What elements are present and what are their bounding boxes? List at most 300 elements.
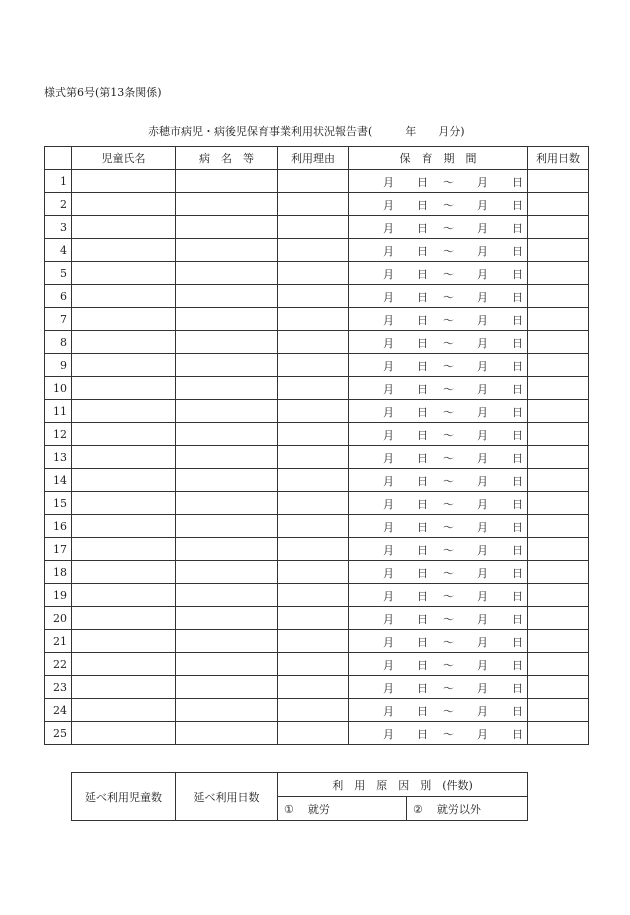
usage-days-cell[interactable] bbox=[528, 584, 589, 607]
start-day-label: 日 bbox=[417, 406, 428, 419]
start-month-label: 月 bbox=[383, 682, 394, 695]
child-name-cell[interactable] bbox=[72, 515, 176, 538]
reason-work-cell[interactable] bbox=[278, 797, 407, 821]
end-day-label: 日 bbox=[512, 291, 523, 304]
illness-cell[interactable] bbox=[176, 584, 278, 607]
table-row bbox=[45, 469, 589, 492]
reason-cell[interactable] bbox=[278, 561, 349, 584]
row-number: 25 bbox=[45, 722, 72, 745]
care-period-cell[interactable] bbox=[349, 308, 528, 331]
start-month-label: 月 bbox=[383, 452, 394, 465]
illness-cell[interactable] bbox=[176, 331, 278, 354]
header-care-period: 保 育 期 間 bbox=[349, 147, 528, 170]
end-day-label: 日 bbox=[512, 222, 523, 235]
table-row bbox=[45, 561, 589, 584]
row-number: 5 bbox=[45, 262, 72, 285]
end-day-label: 日 bbox=[512, 682, 523, 695]
care-period-cell[interactable] bbox=[349, 193, 528, 216]
end-day-label: 日 bbox=[512, 521, 523, 534]
row-number: 1 bbox=[45, 170, 72, 193]
start-month-label: 月 bbox=[383, 521, 394, 534]
reason-cell[interactable] bbox=[278, 676, 349, 699]
start-month-label: 月 bbox=[383, 567, 394, 580]
usage-days-cell[interactable] bbox=[528, 354, 589, 377]
tilde-label: 〜 bbox=[443, 291, 454, 304]
tilde-label: 〜 bbox=[443, 636, 454, 649]
start-day-label: 日 bbox=[417, 567, 428, 580]
table-row bbox=[45, 584, 589, 607]
start-month-label: 月 bbox=[383, 705, 394, 718]
start-day-label: 日 bbox=[417, 498, 428, 511]
reason-cell[interactable] bbox=[278, 653, 349, 676]
start-day-label: 日 bbox=[417, 613, 428, 626]
row-number: 3 bbox=[45, 216, 72, 239]
usage-days-cell[interactable] bbox=[528, 400, 589, 423]
row-number: 20 bbox=[45, 607, 72, 630]
row-number: 17 bbox=[45, 538, 72, 561]
reason-cell[interactable] bbox=[278, 262, 349, 285]
usage-days-cell[interactable] bbox=[528, 262, 589, 285]
illness-cell[interactable] bbox=[176, 607, 278, 630]
tilde-label: 〜 bbox=[443, 245, 454, 258]
illness-cell[interactable] bbox=[176, 308, 278, 331]
table-row bbox=[45, 515, 589, 538]
row-number: 6 bbox=[45, 285, 72, 308]
end-day-label: 日 bbox=[512, 659, 523, 672]
table-row bbox=[45, 699, 589, 722]
end-day-label: 日 bbox=[512, 268, 523, 281]
illness-cell[interactable] bbox=[176, 193, 278, 216]
end-day-label: 日 bbox=[512, 567, 523, 580]
usage-days-cell[interactable] bbox=[528, 239, 589, 262]
tilde-label: 〜 bbox=[443, 613, 454, 626]
reason-cell[interactable] bbox=[278, 239, 349, 262]
illness-cell[interactable] bbox=[176, 538, 278, 561]
start-month-label: 月 bbox=[383, 659, 394, 672]
end-month-label: 月 bbox=[477, 383, 488, 396]
table-row bbox=[45, 653, 589, 676]
end-day-label: 日 bbox=[512, 613, 523, 626]
usage-days-cell[interactable] bbox=[528, 538, 589, 561]
tilde-label: 〜 bbox=[443, 475, 454, 488]
reason-cell[interactable] bbox=[278, 400, 349, 423]
table-row bbox=[45, 193, 589, 216]
tilde-label: 〜 bbox=[443, 544, 454, 557]
table-row bbox=[45, 492, 589, 515]
child-name-cell[interactable] bbox=[72, 239, 176, 262]
table-header-row bbox=[45, 147, 589, 170]
end-month-label: 月 bbox=[477, 199, 488, 212]
reason-cell[interactable] bbox=[278, 308, 349, 331]
header-reason: 利用理由 bbox=[278, 147, 349, 170]
care-period-cell[interactable] bbox=[349, 607, 528, 630]
end-month-label: 月 bbox=[477, 314, 488, 327]
start-month-label: 月 bbox=[383, 199, 394, 212]
tilde-label: 〜 bbox=[443, 360, 454, 373]
tilde-label: 〜 bbox=[443, 314, 454, 327]
header-usage-reason-count: 利 用 原 因 別 (件数) bbox=[278, 773, 528, 797]
tilde-label: 〜 bbox=[443, 383, 454, 396]
row-number: 11 bbox=[45, 400, 72, 423]
tilde-label: 〜 bbox=[443, 521, 454, 534]
reason-cell[interactable] bbox=[278, 423, 349, 446]
end-month-label: 月 bbox=[477, 613, 488, 626]
child-name-cell[interactable] bbox=[72, 630, 176, 653]
reason-cell[interactable] bbox=[278, 699, 349, 722]
care-period-cell[interactable] bbox=[349, 285, 528, 308]
start-month-label: 月 bbox=[383, 176, 394, 189]
end-month-label: 月 bbox=[477, 406, 488, 419]
row-number: 13 bbox=[45, 446, 72, 469]
row-number: 14 bbox=[45, 469, 72, 492]
end-day-label: 日 bbox=[512, 452, 523, 465]
start-month-label: 月 bbox=[383, 590, 394, 603]
illness-cell[interactable] bbox=[176, 676, 278, 699]
start-day-label: 日 bbox=[417, 636, 428, 649]
end-month-label: 月 bbox=[477, 245, 488, 258]
reason-cell[interactable] bbox=[278, 193, 349, 216]
usage-days-cell[interactable] bbox=[528, 446, 589, 469]
child-name-cell[interactable] bbox=[72, 699, 176, 722]
care-period-cell[interactable] bbox=[349, 469, 528, 492]
tilde-label: 〜 bbox=[443, 176, 454, 189]
start-day-label: 日 bbox=[417, 429, 428, 442]
child-name-cell[interactable] bbox=[72, 469, 176, 492]
reason-cell[interactable] bbox=[278, 285, 349, 308]
care-period-cell[interactable] bbox=[349, 722, 528, 745]
child-name-cell[interactable] bbox=[72, 584, 176, 607]
child-name-cell[interactable] bbox=[72, 354, 176, 377]
start-day-label: 日 bbox=[417, 268, 428, 281]
reason-cell[interactable] bbox=[278, 354, 349, 377]
usage-days-cell[interactable] bbox=[528, 722, 589, 745]
care-period-cell[interactable] bbox=[349, 492, 528, 515]
tilde-label: 〜 bbox=[443, 406, 454, 419]
end-day-label: 日 bbox=[512, 636, 523, 649]
usage-days-cell[interactable] bbox=[528, 561, 589, 584]
row-number: 4 bbox=[45, 239, 72, 262]
reason-cell[interactable] bbox=[278, 492, 349, 515]
child-name-cell[interactable] bbox=[72, 492, 176, 515]
table-row bbox=[45, 722, 589, 745]
usage-days-cell[interactable] bbox=[528, 423, 589, 446]
table-row bbox=[45, 239, 589, 262]
summary-header-row bbox=[72, 773, 528, 797]
illness-cell[interactable] bbox=[176, 423, 278, 446]
start-month-label: 月 bbox=[383, 475, 394, 488]
usage-days-cell[interactable] bbox=[528, 308, 589, 331]
end-month-label: 月 bbox=[477, 728, 488, 741]
child-name-cell[interactable] bbox=[72, 400, 176, 423]
start-day-label: 日 bbox=[417, 199, 428, 212]
usage-days-cell[interactable] bbox=[528, 170, 589, 193]
care-period-cell[interactable] bbox=[349, 239, 528, 262]
tilde-label: 〜 bbox=[443, 498, 454, 511]
care-period-cell[interactable] bbox=[349, 653, 528, 676]
child-name-cell[interactable] bbox=[72, 653, 176, 676]
usage-days-cell[interactable] bbox=[528, 331, 589, 354]
care-period-cell[interactable] bbox=[349, 446, 528, 469]
start-day-label: 日 bbox=[417, 176, 428, 189]
reason-cell[interactable] bbox=[278, 331, 349, 354]
start-day-label: 日 bbox=[417, 705, 428, 718]
start-month-label: 月 bbox=[383, 728, 394, 741]
tilde-label: 〜 bbox=[443, 682, 454, 695]
care-period-cell[interactable] bbox=[349, 377, 528, 400]
row-number: 24 bbox=[45, 699, 72, 722]
end-day-label: 日 bbox=[512, 245, 523, 258]
reason-cell[interactable] bbox=[278, 538, 349, 561]
reason-cell[interactable] bbox=[278, 216, 349, 239]
end-month-label: 月 bbox=[477, 498, 488, 511]
care-period-cell[interactable] bbox=[349, 262, 528, 285]
header-total-children: 延べ利用児童数 bbox=[72, 773, 176, 821]
start-month-label: 月 bbox=[383, 429, 394, 442]
reason-cell[interactable] bbox=[278, 377, 349, 400]
illness-cell[interactable] bbox=[176, 446, 278, 469]
reason-cell[interactable] bbox=[278, 515, 349, 538]
table-row bbox=[45, 676, 589, 699]
child-name-cell[interactable] bbox=[72, 308, 176, 331]
child-name-cell[interactable] bbox=[72, 377, 176, 400]
child-name-cell[interactable] bbox=[72, 446, 176, 469]
row-number: 12 bbox=[45, 423, 72, 446]
start-day-label: 日 bbox=[417, 291, 428, 304]
usage-days-cell[interactable] bbox=[528, 377, 589, 400]
reason-work-mark: ① bbox=[284, 802, 294, 816]
usage-days-cell[interactable] bbox=[528, 630, 589, 653]
start-month-label: 月 bbox=[383, 613, 394, 626]
end-day-label: 日 bbox=[512, 406, 523, 419]
table-row bbox=[45, 446, 589, 469]
end-day-label: 日 bbox=[512, 705, 523, 718]
illness-cell[interactable] bbox=[176, 653, 278, 676]
end-month-label: 月 bbox=[477, 705, 488, 718]
care-period-cell[interactable] bbox=[349, 538, 528, 561]
child-name-cell[interactable] bbox=[72, 607, 176, 630]
row-number: 18 bbox=[45, 561, 72, 584]
reason-cell[interactable] bbox=[278, 584, 349, 607]
tilde-label: 〜 bbox=[443, 590, 454, 603]
illness-cell[interactable] bbox=[176, 377, 278, 400]
table-row bbox=[45, 423, 589, 446]
start-month-label: 月 bbox=[383, 222, 394, 235]
child-name-cell[interactable] bbox=[72, 262, 176, 285]
header-days: 利用日数 bbox=[528, 147, 589, 170]
reason-cell[interactable] bbox=[278, 722, 349, 745]
usage-days-cell[interactable] bbox=[528, 492, 589, 515]
care-period-cell[interactable] bbox=[349, 354, 528, 377]
start-day-label: 日 bbox=[417, 383, 428, 396]
tilde-label: 〜 bbox=[443, 728, 454, 741]
usage-days-cell[interactable] bbox=[528, 653, 589, 676]
end-day-label: 日 bbox=[512, 544, 523, 557]
care-period-cell[interactable] bbox=[349, 331, 528, 354]
reason-work-label: 就労 bbox=[307, 802, 330, 816]
tilde-label: 〜 bbox=[443, 452, 454, 465]
reason-cell[interactable] bbox=[278, 630, 349, 653]
reason-cell[interactable] bbox=[278, 170, 349, 193]
end-day-label: 日 bbox=[512, 498, 523, 511]
child-name-cell[interactable] bbox=[72, 331, 176, 354]
care-period-cell[interactable] bbox=[349, 170, 528, 193]
start-day-label: 日 bbox=[417, 222, 428, 235]
table-row bbox=[45, 216, 589, 239]
table-row bbox=[45, 538, 589, 561]
row-number: 16 bbox=[45, 515, 72, 538]
start-month-label: 月 bbox=[383, 314, 394, 327]
care-period-cell[interactable] bbox=[349, 423, 528, 446]
end-day-label: 日 bbox=[512, 429, 523, 442]
child-name-cell[interactable] bbox=[72, 538, 176, 561]
care-period-cell[interactable] bbox=[349, 515, 528, 538]
illness-cell[interactable] bbox=[176, 469, 278, 492]
care-period-cell[interactable] bbox=[349, 699, 528, 722]
usage-days-cell[interactable] bbox=[528, 607, 589, 630]
child-name-cell[interactable] bbox=[72, 193, 176, 216]
usage-days-cell[interactable] bbox=[528, 676, 589, 699]
row-number: 7 bbox=[45, 308, 72, 331]
child-name-cell[interactable] bbox=[72, 216, 176, 239]
usage-report-table bbox=[44, 146, 589, 745]
care-period-cell[interactable] bbox=[349, 561, 528, 584]
child-name-cell[interactable] bbox=[72, 676, 176, 699]
end-month-label: 月 bbox=[477, 360, 488, 373]
child-name-cell[interactable] bbox=[72, 561, 176, 584]
start-month-label: 月 bbox=[383, 498, 394, 511]
header-total-days: 延べ利用日数 bbox=[176, 773, 278, 821]
reason-other-label: 就労以外 bbox=[436, 802, 481, 816]
end-month-label: 月 bbox=[477, 567, 488, 580]
tilde-label: 〜 bbox=[443, 659, 454, 672]
start-day-label: 日 bbox=[417, 728, 428, 741]
end-day-label: 日 bbox=[512, 199, 523, 212]
end-day-label: 日 bbox=[512, 360, 523, 373]
illness-cell[interactable] bbox=[176, 699, 278, 722]
table-row bbox=[45, 308, 589, 331]
illness-cell[interactable] bbox=[176, 239, 278, 262]
start-month-label: 月 bbox=[383, 383, 394, 396]
tilde-label: 〜 bbox=[443, 222, 454, 235]
table-row bbox=[45, 285, 589, 308]
row-number: 21 bbox=[45, 630, 72, 653]
tilde-label: 〜 bbox=[443, 705, 454, 718]
start-month-label: 月 bbox=[383, 406, 394, 419]
start-day-label: 日 bbox=[417, 590, 428, 603]
table-row bbox=[45, 262, 589, 285]
start-month-label: 月 bbox=[383, 245, 394, 258]
care-period-cell[interactable] bbox=[349, 676, 528, 699]
end-day-label: 日 bbox=[512, 475, 523, 488]
usage-days-cell[interactable] bbox=[528, 193, 589, 216]
start-day-label: 日 bbox=[417, 475, 428, 488]
table-row bbox=[45, 400, 589, 423]
end-day-label: 日 bbox=[512, 383, 523, 396]
table-row bbox=[45, 377, 589, 400]
illness-cell[interactable] bbox=[176, 561, 278, 584]
illness-cell[interactable] bbox=[176, 285, 278, 308]
end-month-label: 月 bbox=[477, 475, 488, 488]
row-number: 23 bbox=[45, 676, 72, 699]
end-month-label: 月 bbox=[477, 452, 488, 465]
reason-other-cell[interactable] bbox=[407, 797, 528, 821]
start-day-label: 日 bbox=[417, 544, 428, 557]
care-period-cell[interactable] bbox=[349, 630, 528, 653]
table-row bbox=[45, 607, 589, 630]
end-month-label: 月 bbox=[477, 544, 488, 557]
illness-cell[interactable] bbox=[176, 354, 278, 377]
illness-cell[interactable] bbox=[176, 262, 278, 285]
end-month-label: 月 bbox=[477, 521, 488, 534]
tilde-label: 〜 bbox=[443, 337, 454, 350]
end-month-label: 月 bbox=[477, 337, 488, 350]
start-day-label: 日 bbox=[417, 337, 428, 350]
end-month-label: 月 bbox=[477, 176, 488, 189]
tilde-label: 〜 bbox=[443, 567, 454, 580]
row-number: 9 bbox=[45, 354, 72, 377]
illness-cell[interactable] bbox=[176, 492, 278, 515]
header-number bbox=[45, 147, 72, 170]
child-name-cell[interactable] bbox=[72, 423, 176, 446]
start-day-label: 日 bbox=[417, 682, 428, 695]
illness-cell[interactable] bbox=[176, 216, 278, 239]
care-period-cell[interactable] bbox=[349, 400, 528, 423]
form-number: 様式第6号(第13条関係) bbox=[44, 86, 162, 99]
tilde-label: 〜 bbox=[443, 199, 454, 212]
reason-cell[interactable] bbox=[278, 469, 349, 492]
usage-days-cell[interactable] bbox=[528, 515, 589, 538]
illness-cell[interactable] bbox=[176, 515, 278, 538]
end-month-label: 月 bbox=[477, 659, 488, 672]
usage-days-cell[interactable] bbox=[528, 469, 589, 492]
child-name-cell[interactable] bbox=[72, 285, 176, 308]
reason-other-mark: ② bbox=[413, 802, 423, 816]
illness-cell[interactable] bbox=[176, 400, 278, 423]
start-day-label: 日 bbox=[417, 245, 428, 258]
illness-cell[interactable] bbox=[176, 722, 278, 745]
child-name-cell[interactable] bbox=[72, 722, 176, 745]
end-month-label: 月 bbox=[477, 636, 488, 649]
end-day-label: 日 bbox=[512, 590, 523, 603]
start-day-label: 日 bbox=[417, 314, 428, 327]
end-month-label: 月 bbox=[477, 268, 488, 281]
row-number: 15 bbox=[45, 492, 72, 515]
care-period-cell[interactable] bbox=[349, 584, 528, 607]
child-name-cell[interactable] bbox=[72, 170, 176, 193]
usage-days-cell[interactable] bbox=[528, 285, 589, 308]
row-number: 10 bbox=[45, 377, 72, 400]
page-title: 赤穂市病児・病後児保育事業利用状況報告書( 年 月分) bbox=[148, 125, 465, 138]
start-month-label: 月 bbox=[383, 360, 394, 373]
table-row bbox=[45, 630, 589, 653]
reason-cell[interactable] bbox=[278, 607, 349, 630]
end-month-label: 月 bbox=[477, 682, 488, 695]
usage-days-cell[interactable] bbox=[528, 216, 589, 239]
care-period-cell[interactable] bbox=[349, 216, 528, 239]
start-day-label: 日 bbox=[417, 452, 428, 465]
table-row bbox=[45, 170, 589, 193]
illness-cell[interactable] bbox=[176, 170, 278, 193]
end-day-label: 日 bbox=[512, 314, 523, 327]
end-month-label: 月 bbox=[477, 291, 488, 304]
illness-cell[interactable] bbox=[176, 630, 278, 653]
header-child-name: 児童氏名 bbox=[72, 147, 176, 170]
end-day-label: 日 bbox=[512, 337, 523, 350]
usage-days-cell[interactable] bbox=[528, 699, 589, 722]
start-month-label: 月 bbox=[383, 544, 394, 557]
start-day-label: 日 bbox=[417, 659, 428, 672]
reason-cell[interactable] bbox=[278, 446, 349, 469]
